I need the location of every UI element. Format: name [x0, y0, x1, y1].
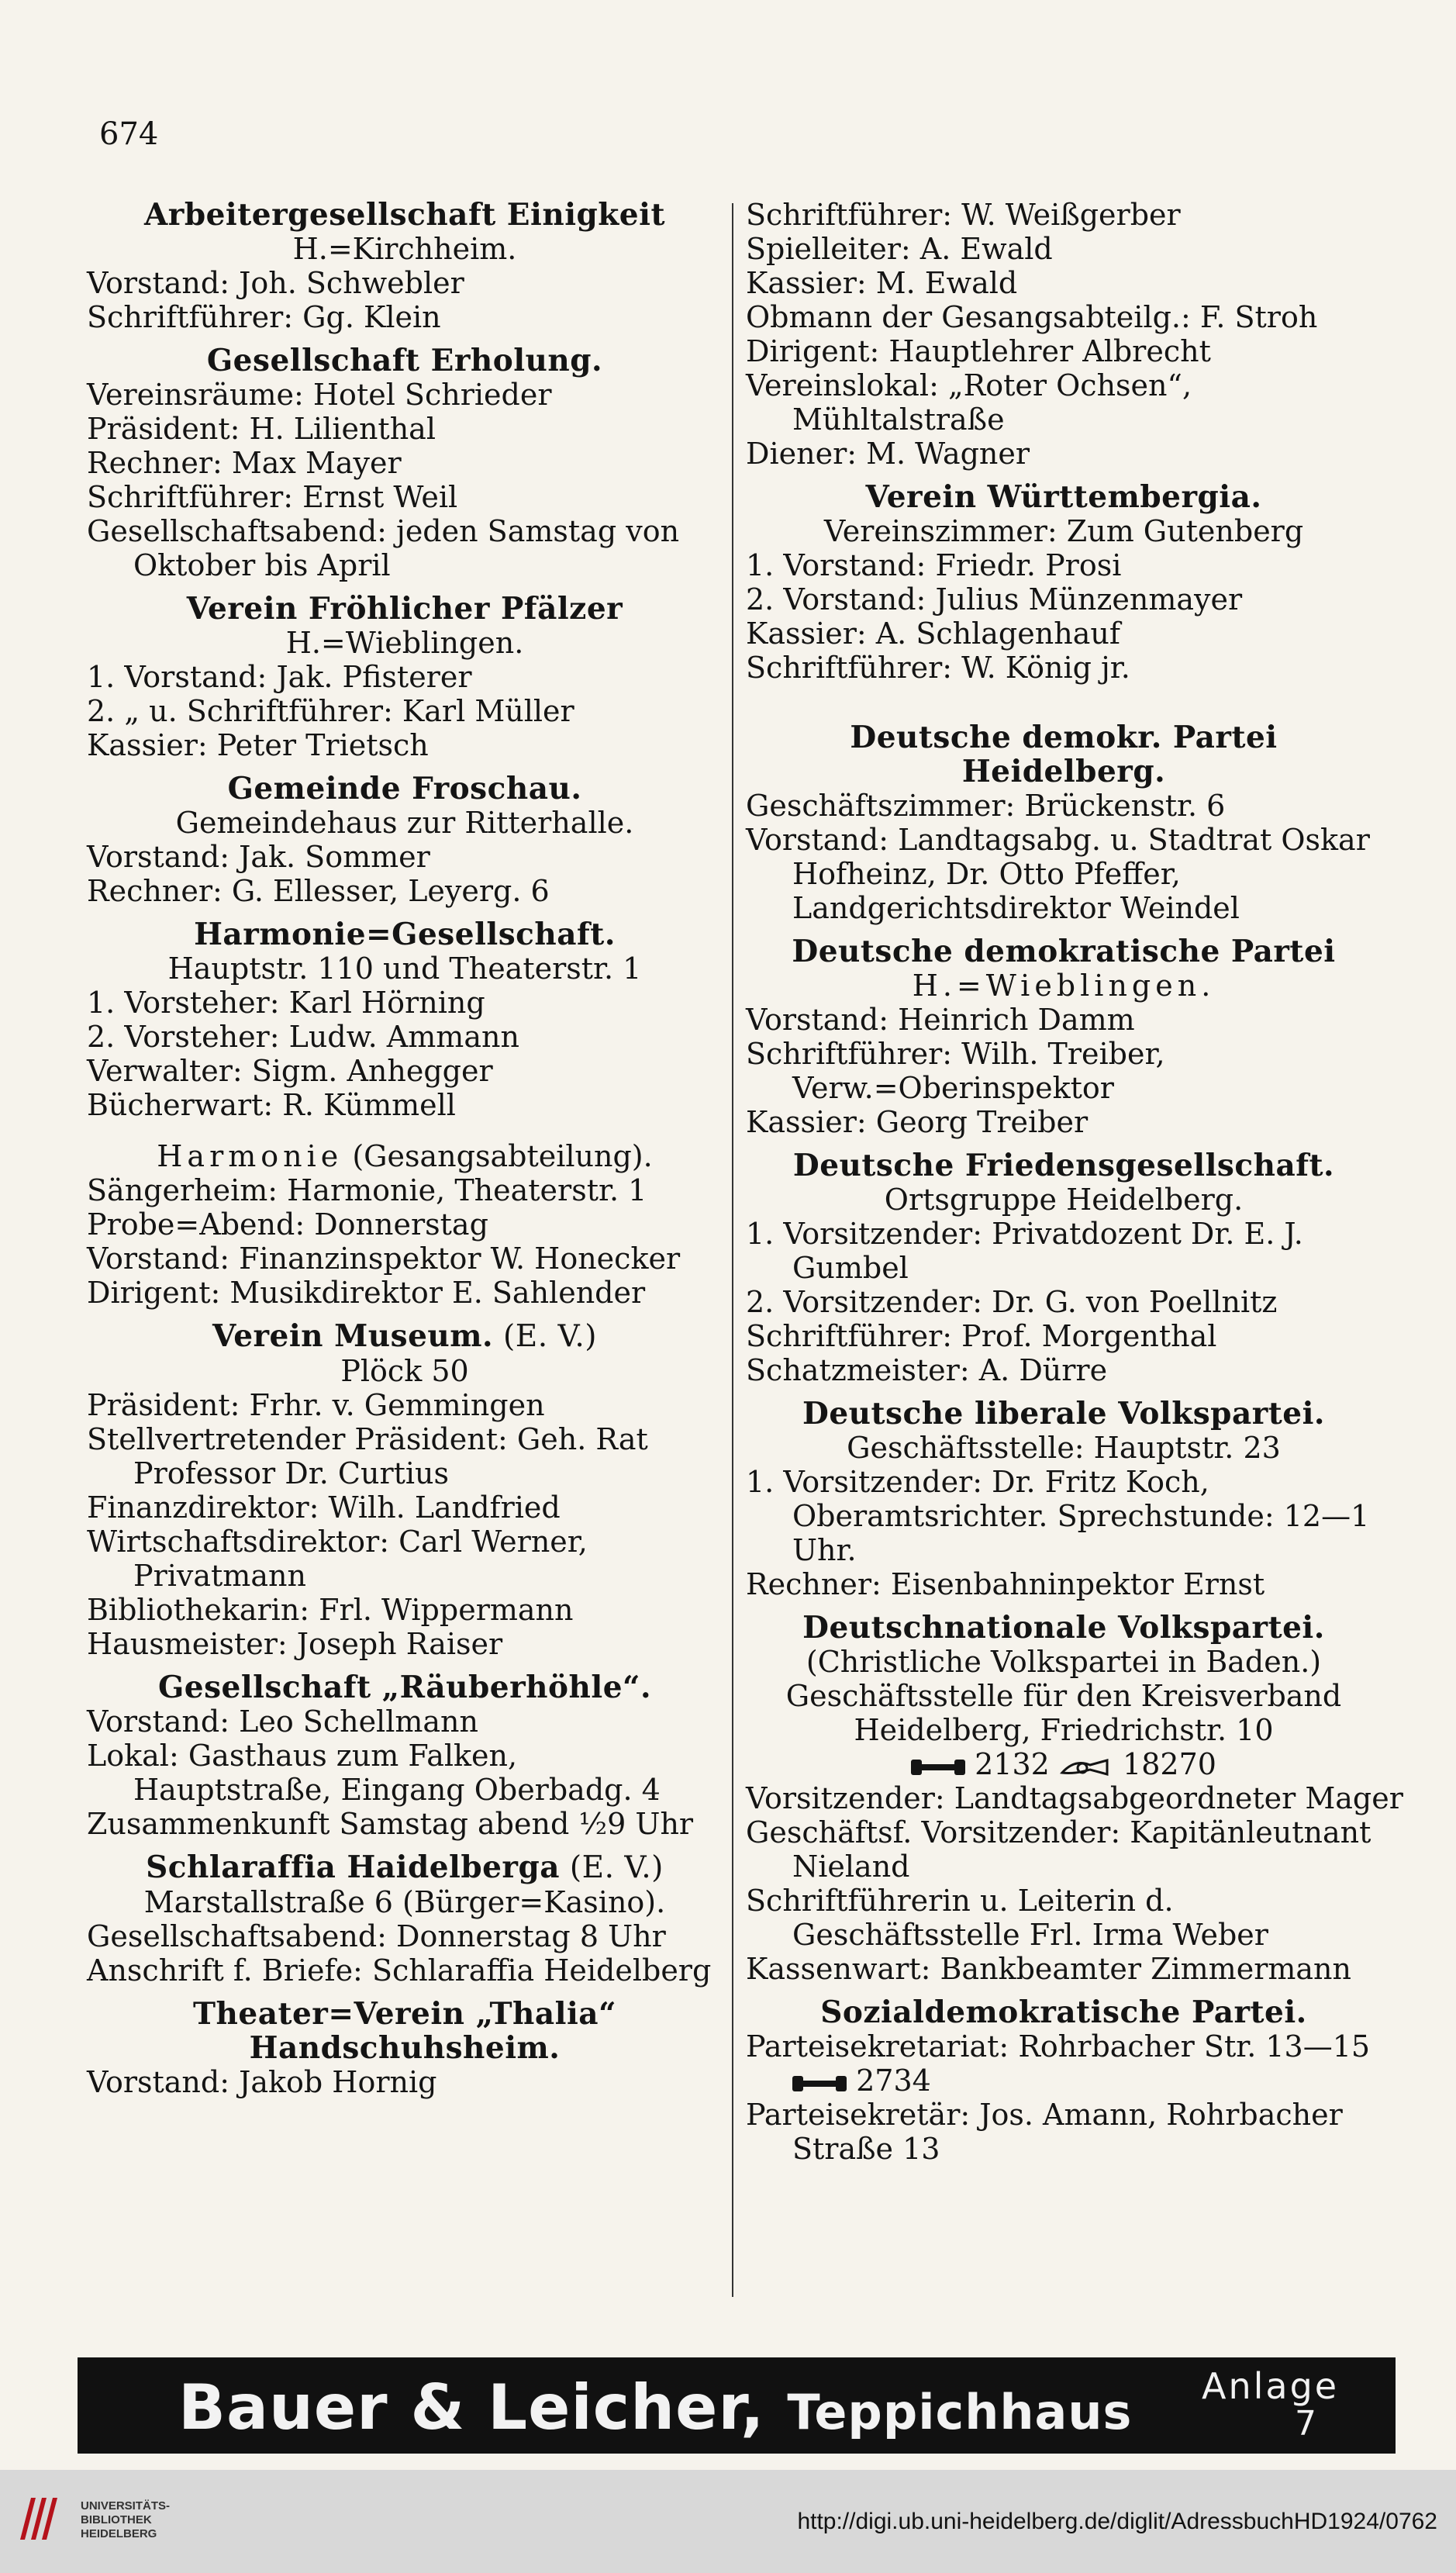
entry-dem-partei-heidelberg	[746, 720, 1382, 925]
entry-line: 1. Vorsitzender: Privatdozent Dr. E. J. Gumbel	[746, 1217, 1303, 1285]
advertisement-annex-number: 7	[1295, 2404, 1316, 2443]
entry-line: Schriftführerin u. Leiterin d. Geschäftsstelle Frl. Irma Weber	[746, 1884, 1268, 1952]
entry-thalia-continued	[746, 198, 1382, 471]
entry-line: 2. Vorstand: Julius Münzenmayer	[746, 582, 1243, 616]
entry-line: Kassier: Georg Treiber	[746, 1105, 1089, 1139]
entry-title: Deutsche liberale Volkspartei.	[802, 1396, 1325, 1432]
entry-line: 2. Vorsteher: Ludw. Ammann	[87, 1020, 519, 1054]
advertisement-business: Teppichhaus	[787, 2384, 1133, 2440]
entry-deutschnationale	[746, 1610, 1403, 1986]
postcheck-horn-icon	[1059, 1756, 1113, 1779]
library-name-line: BIBLIOTHEK	[81, 2513, 152, 2526]
entry-title: Sozialdemokratische Partei.	[820, 1995, 1307, 2030]
entry-subtitle: Geschäftsstelle: Hauptstr. 23	[847, 1431, 1281, 1465]
entry-line: Finanzdirektor: Wilh. Landfried	[87, 1490, 561, 1525]
entry-subtitle: (Christliche Volkspartei in Baden.)	[806, 1645, 1322, 1679]
entry-erholung	[87, 344, 723, 582]
entry-line: Kassier: Peter Trietsch	[87, 728, 429, 762]
advertisement-text	[178, 2371, 1132, 2443]
entry-title: Deutsche demokratische Partei	[792, 934, 1336, 969]
entry-line: Vorstand: Heinrich Damm	[746, 1003, 1135, 1037]
entry-title	[87, 1319, 723, 1354]
entry-title: Theater=Verein „Thalia“	[193, 1996, 616, 2032]
entry-line: Bücherwart: R. Kümmell	[87, 1088, 456, 1122]
entry-title-text: Schlaraffia Haidelberga	[146, 1849, 561, 1885]
entry-line: 1. Vorsitzender: Dr. Fritz Koch, Oberamtsrichter. Sprechstunde: 12—1 Uhr.	[746, 1465, 1370, 1567]
page-number: 674	[99, 116, 159, 152]
entry-line: Präsident: Frhr. v. Gemmingen	[87, 1388, 545, 1422]
entry-froschau	[87, 772, 723, 908]
entry-title: Gesellschaft Erholung.	[206, 343, 603, 378]
entry-subtitle	[87, 1139, 723, 1173]
telephone-icon	[792, 2074, 847, 2093]
entry-froehlicher-pfaelzer	[87, 592, 723, 762]
entry-line: Vereinsräume: Hotel Schrieder	[87, 378, 552, 412]
contact-line	[746, 2064, 1382, 2098]
entry-dem-partei-wieblingen	[746, 934, 1382, 1139]
entry-line: Stellvertretender Präsident: Geh. Rat Professor Dr. Curtius	[87, 1422, 648, 1490]
entry-line: Bibliothekarin: Frl. Wippermann	[87, 1593, 574, 1627]
source-url-link[interactable]: http://digi.ub.uni-heidelberg.de/diglit/AdressbuchHD1924/0762	[797, 2509, 1437, 2534]
entry-title-text: Verein Museum.	[212, 1318, 494, 1354]
entry-line: Dirigent: Musikdirektor E. Sahlender	[87, 1276, 646, 1310]
left-column	[87, 198, 723, 2108]
entry-line: Rechner: Max Mayer	[87, 446, 402, 480]
entry-line: Vorstand: Landtagsabg. u. Stadtrat Oskar Hofheinz, Dr. Otto Pfeffer, Landgerichtsdirektor Weindel	[746, 823, 1370, 925]
entry-liberale-volkspartei	[746, 1397, 1382, 1601]
telephone-number: 2734	[856, 2064, 931, 2098]
entry-title: Gesellschaft „Räuberhöhle“.	[157, 1670, 652, 1705]
entry-line: Schriftführer: W. Weißgerber	[746, 198, 1181, 232]
entry-line: Kassier: M. Ewald	[746, 266, 1018, 300]
entry-line: Vorstand: Leo Schellmann	[87, 1704, 479, 1739]
entry-raeuberhoehle	[87, 1670, 723, 1841]
entry-line: Vorstand: Jakob Hornig	[87, 2065, 437, 2099]
entry-line: 2. Vorsitzender: Dr. G. von Poellnitz	[746, 1285, 1278, 1319]
entry-line: Diener: M. Wagner	[746, 437, 1030, 471]
entry-line: 2. „ u. Schriftführer: Karl Müller	[87, 694, 574, 728]
entry-line: Vorstand: Joh. Schwebler	[87, 266, 464, 300]
library-name	[81, 2499, 170, 2541]
entry-thalia	[87, 1997, 723, 2099]
entry-line: Wirtschaftsdirektor: Carl Werner, Privatmann	[87, 1525, 588, 1593]
entry-line: Anschrift f. Briefe: Schlaraffia Heidelberg	[87, 1953, 712, 1988]
entry-title: Verein Württembergia.	[865, 479, 1262, 515]
entry-line: Dirigent: Hauptlehrer Albrecht	[746, 334, 1211, 368]
entry-subtitle: Heidelberg, Friedrichstr. 10	[854, 1713, 1274, 1747]
entry-title: Deutschnationale Volkspartei.	[802, 1610, 1325, 1646]
entry-subtitle: Ortsgruppe Heidelberg.	[884, 1183, 1244, 1217]
entry-title: Harmonie=Gesellschaft.	[194, 917, 616, 952]
entry-line: Zusammenkunft Samstag abend ½9 Uhr	[87, 1807, 694, 1841]
entry-arbeitergesellschaft	[87, 198, 723, 334]
entry-title-second: Handschuhsheim.	[249, 2030, 561, 2066]
entry-subtitle: H.=Kirchheim.	[292, 232, 517, 266]
library-name-line: HEIDELBERG	[81, 2527, 157, 2540]
entry-museum	[87, 1319, 723, 1661]
entry-line: Schriftführer: Gg. Klein	[87, 300, 441, 334]
entry-line: Schatzmeister: A. Dürre	[746, 1353, 1108, 1387]
entry-line: Parteisekretär: Jos. Amann, Rohrbacher Straße 13	[746, 2098, 1343, 2166]
entry-line: 1. Vorstand: Friedr. Prosi	[746, 548, 1122, 582]
entry-line: Hausmeister: Joseph Raiser	[87, 1627, 503, 1661]
entry-title: Verein Fröhlicher Pfälzer	[186, 591, 623, 627]
entry-schlaraffia	[87, 1850, 723, 1988]
advertisement-company: Bauer & Leicher,	[178, 2371, 765, 2443]
library-logo-icon	[14, 2492, 60, 2546]
entry-line: Kassenwart: Bankbeamter Zimmermann	[746, 1952, 1352, 1986]
entry-harmonie-gesang	[87, 1139, 723, 1310]
entry-line: Schriftführer: Prof. Morgenthal	[746, 1319, 1217, 1353]
footer-bar	[0, 2470, 1456, 2573]
entry-subtitle: H.=Wieblingen.	[285, 626, 524, 660]
entry-subtitle-spaced: Harmonie	[157, 1139, 343, 1173]
postcheck-number: 18270	[1123, 1747, 1216, 1781]
telephone-icon	[911, 1758, 965, 1777]
entry-title: Arbeitergesellschaft Einigkeit	[144, 197, 665, 233]
entry-subtitle: Gemeindehaus zur Ritterhalle.	[175, 806, 634, 840]
entry-line: Schriftführer: W. König jr.	[746, 651, 1130, 685]
entry-line: 1. Vorsteher: Karl Hörning	[87, 986, 485, 1020]
entry-title-suffix: (E. V.)	[560, 1850, 664, 1885]
entry-line: Lokal: Gasthaus zum Falken, Hauptstraße, Eingang Oberbadg. 4	[87, 1739, 661, 1807]
entry-subtitle: Marstallstraße 6 (Bürger=Kasino).	[143, 1885, 666, 1919]
entry-wuerttembergia	[746, 480, 1382, 685]
entry-subtitle-rest: (Gesangsabteilung).	[343, 1139, 653, 1173]
advertisement-banner	[78, 2357, 1396, 2454]
entry-line: Verwalter: Sigm. Anhegger	[87, 1054, 493, 1088]
entry-line: Sängerheim: Harmonie, Theaterstr. 1	[87, 1173, 647, 1207]
entry-line: Vorstand: Jak. Sommer	[87, 840, 430, 874]
telephone-number: 2132	[975, 1747, 1050, 1781]
entry-subtitle: Plöck 50	[340, 1354, 469, 1388]
contact-line	[746, 1747, 1382, 1781]
entry-line: Obmann der Gesangsabteilg.: F. Stroh	[746, 300, 1318, 334]
entry-line: Kassier: A. Schlagenhauf	[746, 616, 1120, 651]
entry-line: Schriftführer: Ernst Weil	[87, 480, 458, 514]
entry-sozialdemokratische-partei	[746, 1995, 1382, 2166]
entry-line: Gesellschaftsabend: Donnerstag 8 Uhr	[87, 1919, 666, 1953]
entry-subtitle: Geschäftsstelle für den Kreisverband	[785, 1679, 1342, 1713]
entry-line: Parteisekretariat: Rohrbacher Str. 13—15	[746, 2029, 1371, 2064]
entry-title: Deutsche demokr. Partei Heidelberg.	[850, 720, 1278, 789]
entry-subtitle: Vereinszimmer: Zum Gutenberg	[823, 514, 1304, 548]
entry-subtitle: H.=Wieblingen.	[912, 969, 1216, 1003]
entry-line: 1. Vorstand: Jak. Pfisterer	[87, 660, 472, 694]
right-column	[746, 198, 1403, 2175]
entry-line: Vorstand: Finanzinspektor W. Honecker	[87, 1242, 681, 1276]
entry-line: Präsident: H. Lilienthal	[87, 412, 436, 446]
entry-subtitle: Hauptstr. 110 und Theaterstr. 1	[167, 951, 642, 986]
entry-line: Gesellschaftsabend: jeden Samstag von Oktober bis April	[87, 514, 680, 582]
entry-line: Geschäftszimmer: Brückenstr. 6	[746, 789, 1226, 823]
entry-line: Geschäftsf. Vorsitzender: Kapitänleutnant Nieland	[746, 1815, 1371, 1884]
entry-line: Probe=Abend: Donnerstag	[87, 1207, 488, 1242]
entry-line: Schriftführer: Wilh. Treiber, Verw.=Oberinspektor	[746, 1037, 1165, 1105]
entry-title	[87, 1850, 723, 1885]
entry-friedensgesellschaft	[746, 1148, 1382, 1387]
entry-title: Gemeinde Froschau.	[227, 771, 582, 806]
entry-title-suffix: (E. V.)	[493, 1319, 597, 1354]
entry-line: Rechner: G. Ellesser, Leyerg. 6	[87, 874, 550, 908]
entry-line: Vorsitzender: Landtagsabgeordneter Mager	[746, 1781, 1403, 1815]
entry-line: Vereinslokal: „Roter Ochsen“, Mühltalstraße	[746, 368, 1192, 437]
entry-title: Deutsche Friedensgesellschaft.	[792, 1148, 1335, 1183]
entry-line: Spielleiter: A. Ewald	[746, 232, 1053, 266]
section-gap	[746, 694, 1382, 720]
entry-harmonie	[87, 917, 723, 1122]
column-divider	[732, 203, 733, 2297]
entry-line: Rechner: Eisenbahninpektor Ernst	[746, 1567, 1265, 1601]
advertisement-annex-word: Anlage	[1202, 2365, 1340, 2407]
library-name-line: UNIVERSITÄTS-	[81, 2499, 171, 2513]
